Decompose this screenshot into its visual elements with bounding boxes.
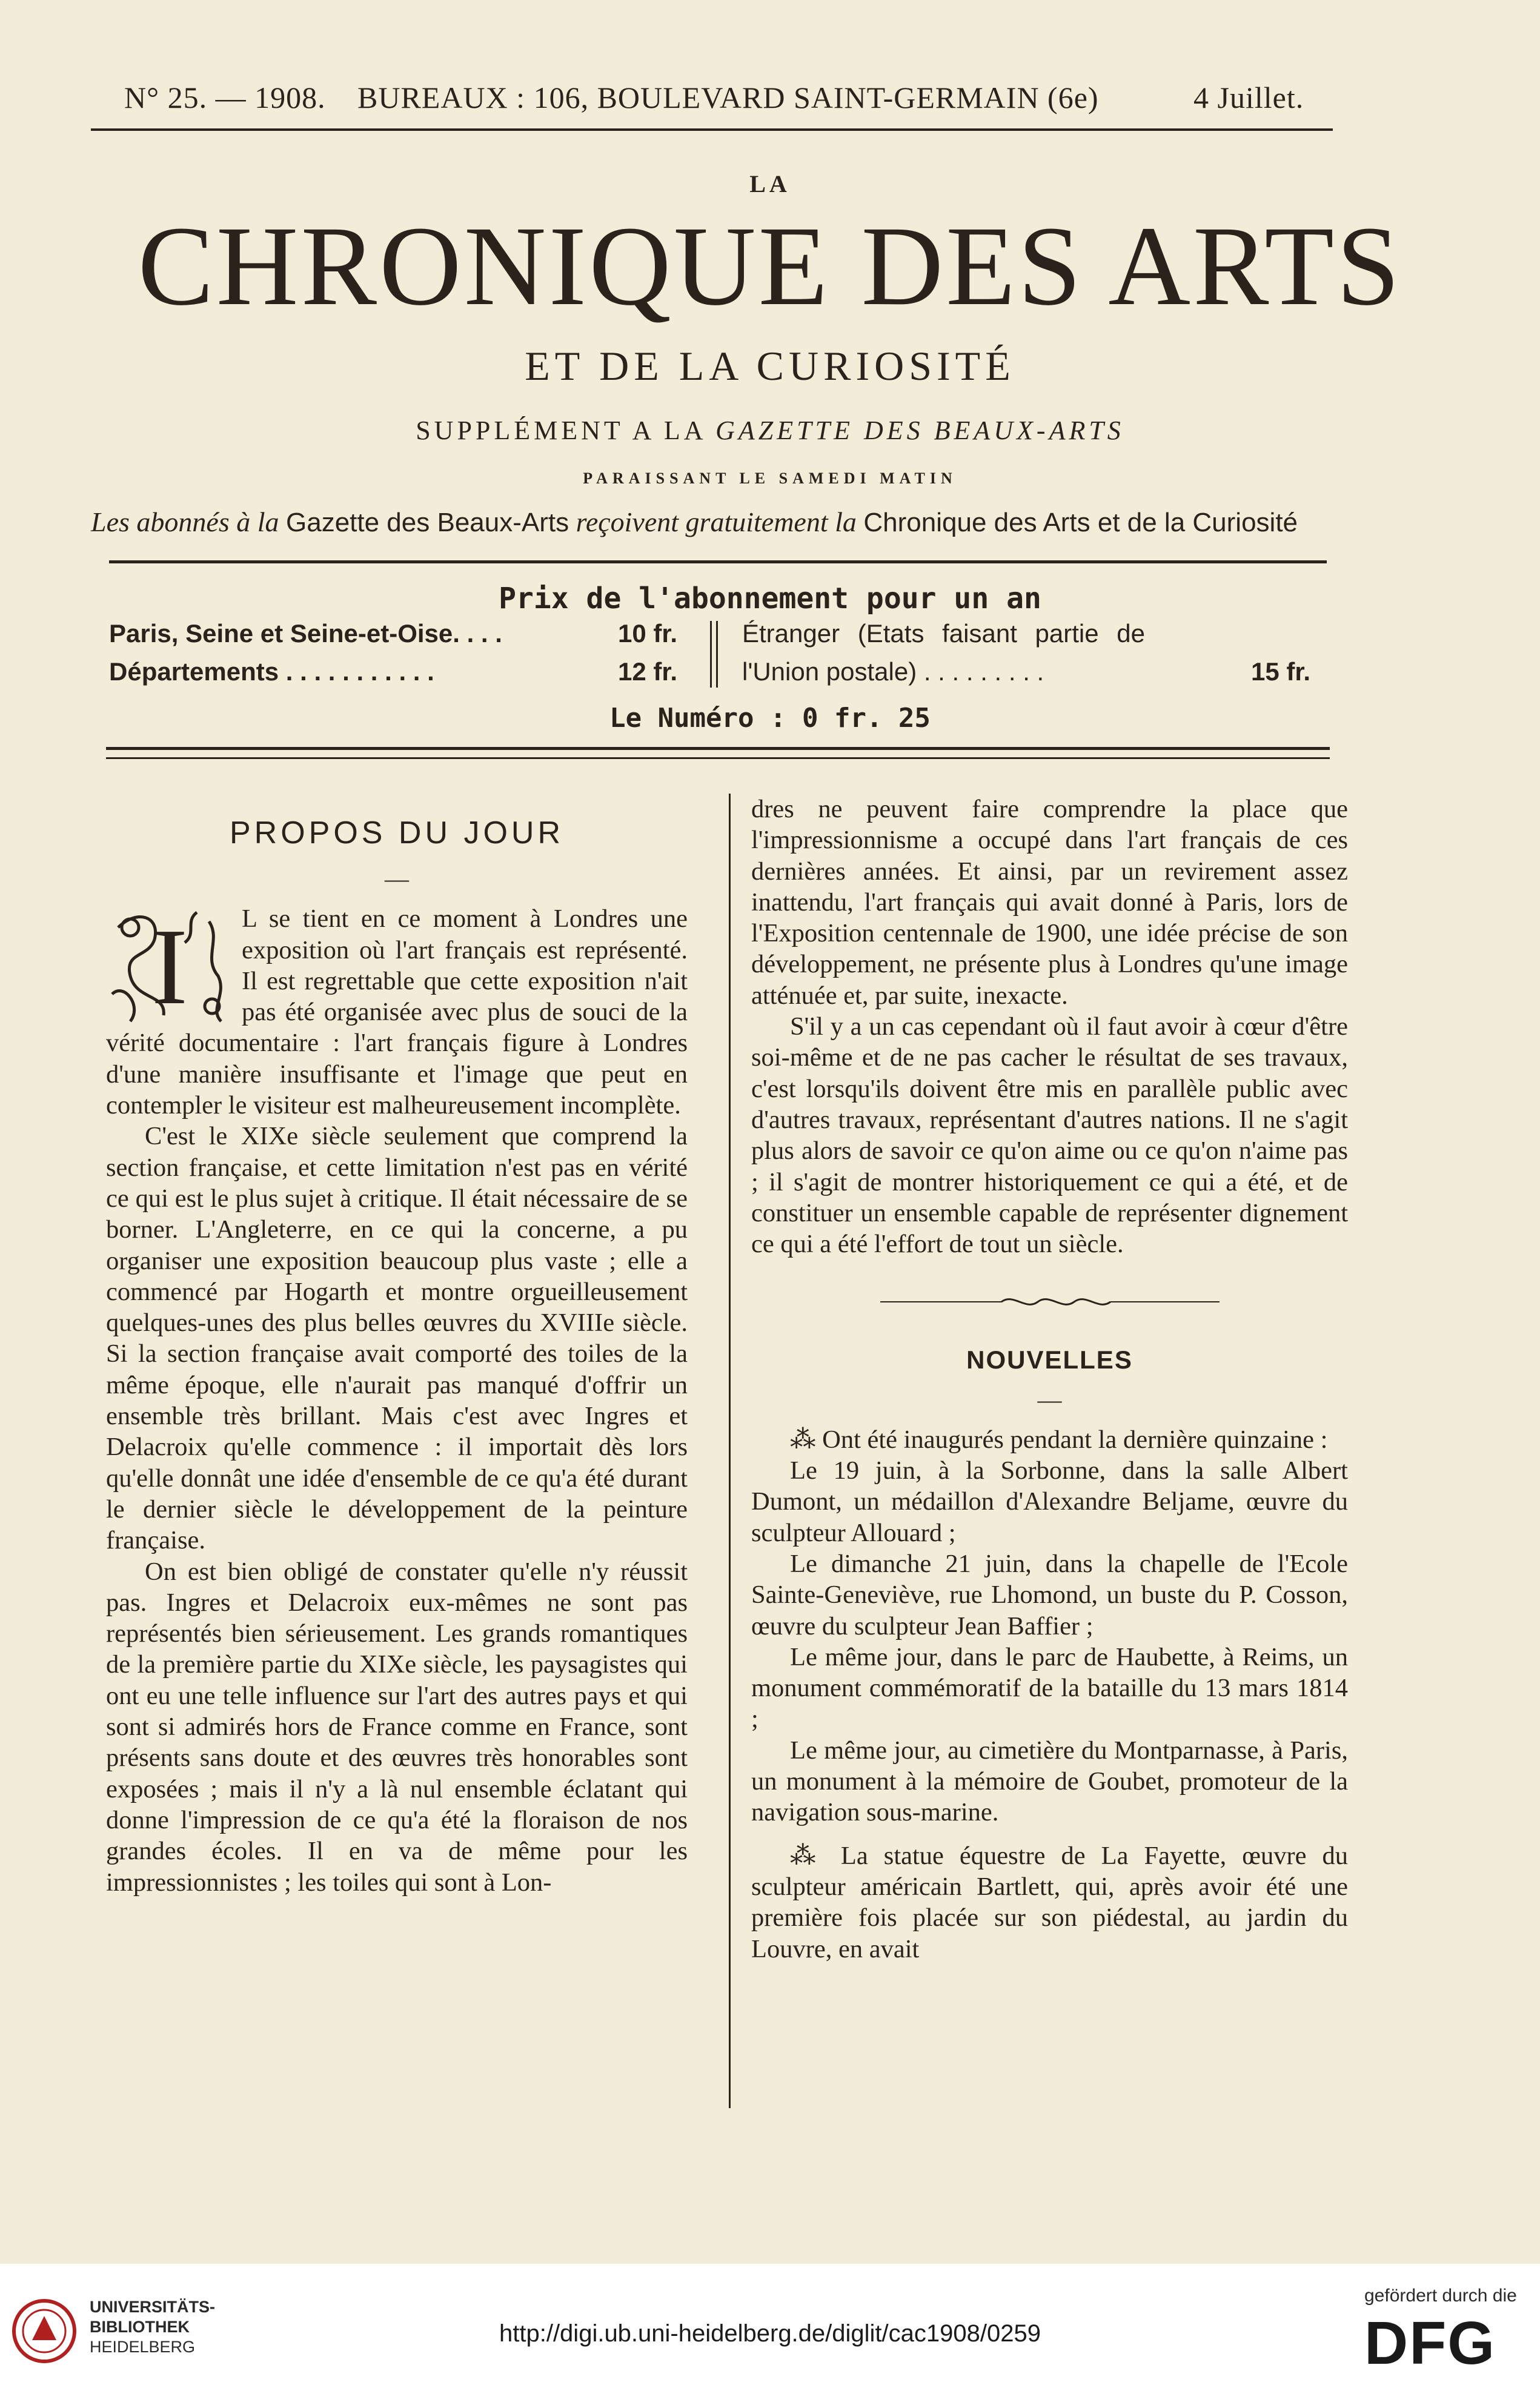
prix-etranger-1: Étranger (Etats faisant partie de <box>742 619 1145 648</box>
ub-line-3: HEIDELBERG <box>90 2338 196 2356</box>
ub-line-1: UNIVERSITÄTS- <box>90 2298 216 2316</box>
nouvelles-item-1-text: Ont été inaugurés pendant la dernière quinzaine : <box>815 1425 1328 1454</box>
abonnes-part4: Chronique des Arts et de la Curiosité <box>863 508 1298 537</box>
masthead-rule <box>109 560 1327 563</box>
prix-numero: Le Numéro : 0 fr. 25 <box>609 703 931 734</box>
paraissant-line: PARAISSANT LE SAMEDI MATIN <box>583 469 957 487</box>
supplement-gazette: GAZETTE DES BEAUX-ARTS <box>715 416 1124 445</box>
nouvelles-item-6 <box>751 1840 1348 1965</box>
asterism-1: ⁂ <box>790 1425 816 1454</box>
ub-line-2: BIBLIOTHEK <box>90 2318 190 2336</box>
abonnes-line <box>91 506 1333 538</box>
column-divider <box>729 794 731 2108</box>
abonnes-part2: Gazette des Beaux-Arts <box>286 508 569 537</box>
header-rule <box>91 128 1333 131</box>
nouvelles-item-2: Le 19 juin, à la Sorbonne, dans la salle Albert Dumont, un médaillon d'Alexandre Beljame, œuvre du sculpteur Allouard ; <box>751 1456 1348 1547</box>
issue-date: 4 Juillet. <box>1193 81 1304 114</box>
dropcap-ornament <box>106 903 233 1027</box>
nouvelles-title: NOUVELLES <box>966 1345 1133 1375</box>
left-column <box>106 794 688 1898</box>
section-ornament <box>751 1290 1348 1326</box>
propos-paragraph-2: C'est le XIXe siècle seulement que comprend la section française, et cette limitation n'est pas en vérité ce qui est le plus sujet à critique. Il était nécessaire de se borner. L'Angleterre, en ce qui la concerne, a pu organiser une exposition beaucoup plus vaste ; elle a commencé par Hogarth et montre orgueilleusement quelques-unes des plus belles œuvres du XVIIIe siècle. Si la section française avait comporté des toiles de la même époque, elle n'aurait pas manqué d'offrir un ensemble très brillant. Mais c'est avec Ingres et Delacroix qu'elle commence : il importait dès lors qu'elle donnât une idée d'ensemble de ce qu'a été durant le dernier siècle le développement de la peinture française. <box>106 1122 688 1555</box>
abonnes-part3: reçoivent gratuitement la <box>569 506 864 537</box>
propos-paragraph-4: dres ne peuvent faire comprendre la place que l'impressionnisme a occupé dans l'art français de ces dernières années. Et ainsi, par un revirement assez inattendu, l'art français qui avait donné à Paris, lors de l'Exposition centennale de 1900, une idée précise de son développement, ne présente plus à Londres qu'une image atténuée et, par suite, inexacte. <box>751 795 1348 1010</box>
supplement-line <box>0 415 1540 446</box>
dropcap-letter: I <box>151 906 188 1027</box>
right-column <box>751 794 1348 1965</box>
masthead-title: CHRONIQUE DES ARTS <box>138 202 1402 329</box>
nouvelles-item-4: Le même jour, dans le parc de Haubette, à Reims, un monument commémoratif de la bataille du 13 mars 1814 ; <box>751 1642 1348 1734</box>
bureaux-address: BUREAUX : 106, BOULEVARD SAINT-GERMAIN (6e) <box>357 81 1099 114</box>
prix-etranger-price: 15 fr. <box>1251 657 1311 686</box>
prix-dep-label: Départements . . . . . . . . . . . <box>109 657 434 686</box>
nouvelles-item-1 <box>751 1424 1348 1455</box>
nouvelles-item-5: Le même jour, au cimetière du Montparnasse, à Paris, un monument à la mémoire de Goubet, promoteur de la navigation sous-marine. <box>751 1736 1348 1827</box>
prix-divider-2 <box>716 621 718 688</box>
nouvelles-dash: — <box>1037 1385 1062 1413</box>
prix-paris-label: Paris, Seine et Seine-et-Oise. . . . <box>109 619 502 648</box>
propos-dash: — <box>385 865 409 893</box>
source-url-link[interactable]: http://digi.ub.uni-heidelberg.de/diglit/cac1908/0259 <box>499 2320 1041 2347</box>
prix-paris-price: 10 fr. <box>618 619 678 648</box>
dfg-funding-label: gefördert durch die <box>1364 2286 1517 2306</box>
masthead-la: LA <box>749 170 791 197</box>
prix-title: Prix de l'abonnement pour un an <box>499 582 1041 615</box>
propos-title: PROPOS DU JOUR <box>229 815 565 851</box>
supplement-prefix: SUPPLÉMENT A LA <box>416 416 716 445</box>
propos-paragraph-1: L se tient en ce moment à Londres une exposition où l'art français est représenté. Il est regrettable que cette exposition n'ait pas été organisée avec plus de souci de la vérité documentaire : l'art français figure à Londres d'une manière insuffisante et l'image que peut en contempler le visiteur est malheureusement incomplète. <box>106 904 688 1120</box>
abonnes-part1: Les abonnés à la <box>91 506 286 537</box>
issue-number: N° 25. — 1908. <box>124 81 326 114</box>
masthead-subtitle: ET DE LA CURIOSITÉ <box>525 343 1015 389</box>
propos-paragraph-3: On est bien obligé de constater qu'elle n'y réussit pas. Ingres et Delacroix eux-mêmes ne sont pas représentés bien sérieusement. Les grands romantiques de la première partie du XIXe siècle, les paysagistes qui ont eu une telle influence sur l'art des autres pays et qui sont si admirés hors de France comme en France, sont présents sans doute et des œuvres très honorables sont exposées ; mais il n'y a là nul ensemble éclatant qui donne l'impression de ce qu'a été la floraison de nos grandes écoles. Il en va de même pour les impressionnistes ; les toiles qui sont à Lon- <box>106 1557 688 1897</box>
asterism-2: ⁂ <box>790 1841 825 1870</box>
nouvelles-item-3: Le dimanche 21 juin, dans la chapelle de l'Ecole Sainte-Geneviève, rue Lhomond, un buste du P. Cosson, œuvre du sculpteur Jean Baffier ; <box>751 1549 1348 1640</box>
header-line <box>124 80 1315 116</box>
dfg-logo: DFG <box>1364 2309 1496 2377</box>
nouvelles-item-6-text: La statue équestre de La Fayette, œuvre du sculpteur américain Bartlett, qui, après avoir été une première fois placée sur son piédestal, au jardin du Louvre, en avait <box>751 1841 1348 1963</box>
prix-rule-1 <box>106 747 1330 750</box>
prix-dep-price: 12 fr. <box>618 657 678 686</box>
prix-divider-1 <box>710 621 712 688</box>
propos-paragraph-5: S'il y a un cas cependant où il faut avoir à cœur d'être soi-même et de ne pas cacher le résultat de ses travaux, c'est lorsqu'ils doivent être mis en parallèle public avec d'autres travaux, représentant d'autres nations. Il ne s'agit plus alors de savoir ce qu'on aime ou ce qu'on n'aime pas ; il s'agit de montrer historiquement ce qui a été, et de constituer un ensemble capable de représenter dignement ce qui a été l'effort de tout un siècle. <box>751 1012 1348 1259</box>
prix-rule-2 <box>106 757 1330 759</box>
prix-etranger-2: l'Union postale) . . . . . . . . . <box>742 657 1044 686</box>
